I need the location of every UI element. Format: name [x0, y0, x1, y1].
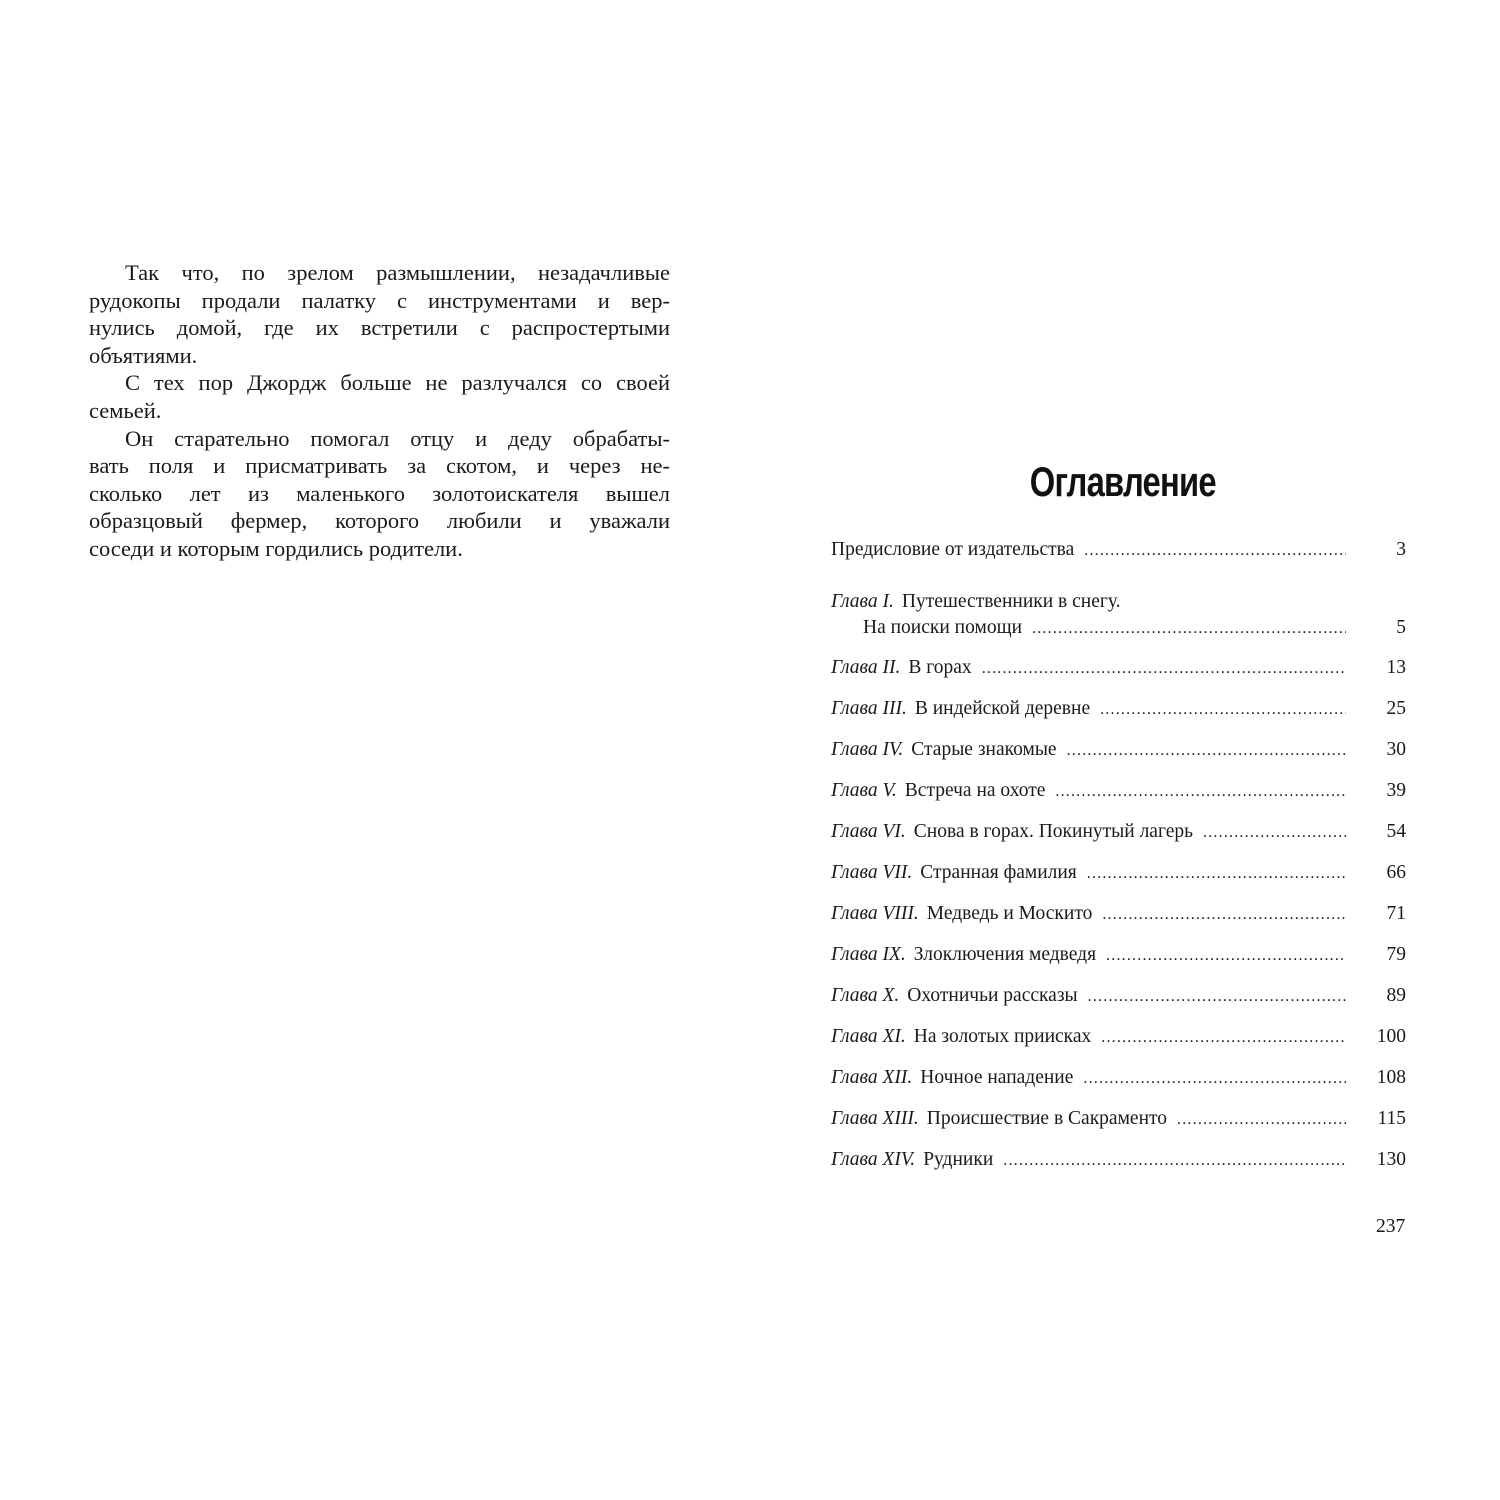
toc-page-number: 13 — [1386, 657, 1406, 678]
text-line: объятиями. — [89, 342, 198, 368]
toc-entry-chapter-2[interactable] — [831, 655, 1406, 681]
text-line: Он старательно помогал отцу и деду обрабаты- — [125, 425, 670, 451]
toc-chapter-number: Глава XII. — [831, 1067, 913, 1088]
toc-entry-chapter-7[interactable] — [831, 860, 1406, 886]
toc-chapter-number: Глава VI. — [831, 821, 906, 842]
toc-entry-chapter-10[interactable] — [831, 983, 1406, 1009]
toc-entry-chapter-5[interactable] — [831, 778, 1406, 804]
toc-entry-chapter-9[interactable] — [831, 942, 1406, 968]
text-line: С тех пор Джордж больше не разлучался со своей — [125, 370, 670, 396]
toc-entry-title: В индейской деревне — [914, 698, 1091, 719]
toc-chapter-number: Глава III. — [831, 698, 907, 719]
dot-leader — [982, 656, 1346, 682]
toc-chapter-number: Глава II. — [831, 657, 901, 678]
dot-leader — [1084, 538, 1346, 564]
toc-page-number: 115 — [1377, 1108, 1406, 1129]
toc-entry-chapter-4[interactable] — [831, 737, 1406, 763]
toc-entry-title-cont: На поиски помощи — [863, 617, 1023, 638]
toc-page-number: 30 — [1386, 739, 1406, 760]
dot-leader — [1177, 1107, 1346, 1133]
text-line: образцовый фермер, которого любили и уважали — [89, 508, 670, 534]
dot-leader — [1003, 1148, 1346, 1174]
toc-page-number: 89 — [1386, 985, 1406, 1006]
dot-leader — [1100, 697, 1346, 723]
dot-leader — [1101, 1025, 1346, 1051]
toc-entry-title: Путешественники в снегу. — [901, 591, 1121, 612]
toc-chapter-number: Глава XIV. — [831, 1149, 916, 1170]
toc-page-number: 25 — [1386, 698, 1406, 719]
toc-chapter-number: Глава XI. — [831, 1026, 906, 1047]
toc-entry-title: Старые знакомые — [911, 739, 1057, 760]
toc-chapter-number: Глава VII. — [831, 862, 913, 883]
toc-page-number: 39 — [1386, 780, 1406, 801]
text-line: Так что, по зрелом размышлении, незадачливые — [125, 260, 670, 285]
toc-entry-title: Ночное нападение — [920, 1067, 1074, 1088]
toc-entry-title: Рудники — [923, 1149, 994, 1170]
toc-title: Оглавление — [1029, 458, 1216, 505]
text-line: сколько лет из маленького золотоискателя вышел — [89, 480, 670, 506]
toc-chapter-number: Глава X. — [831, 985, 900, 1006]
toc-chapter-number: Глава IX. — [831, 944, 906, 965]
text-line: вать поля и присматривать за скотом, и через не- — [89, 453, 670, 479]
dot-leader — [1083, 1066, 1346, 1092]
toc-page-number: 71 — [1386, 903, 1406, 924]
toc-entry-chapter-1[interactable] — [831, 589, 1406, 641]
toc-chapter-number: Глава VIII. — [831, 903, 919, 924]
toc-page-number: 54 — [1386, 821, 1406, 842]
toc-entry-chapter-13[interactable] — [831, 1106, 1406, 1132]
dot-leader — [1087, 861, 1346, 887]
toc-page-number: 100 — [1376, 1026, 1406, 1047]
text-line: рудокопы продали палатку с инструментами и вер- — [89, 287, 670, 313]
toc-entry-title: Охотничьи рассказы — [907, 985, 1078, 1006]
toc-chapter-number: Глава IV. — [831, 739, 904, 760]
toc-entry-title: Странная фамилия — [920, 862, 1077, 883]
text-line: семьей. — [89, 397, 162, 423]
toc-page-number: 66 — [1386, 862, 1406, 883]
toc-entry-title: Происшествие в Сакраменто — [926, 1108, 1168, 1129]
dot-leader — [1102, 902, 1346, 928]
toc-entry-chapter-3[interactable] — [831, 696, 1406, 722]
toc-chapter-number: Глава V. — [831, 780, 897, 801]
toc-entry-chapter-8[interactable] — [831, 901, 1406, 927]
toc-chapter-number: Глава I. — [831, 591, 894, 612]
body-text — [89, 259, 670, 563]
dot-leader — [1032, 616, 1346, 642]
toc-entry-chapter-12[interactable] — [831, 1065, 1406, 1091]
right-page — [750, 0, 1500, 1500]
toc-entry-title: Снова в горах. Покинутый лагерь — [913, 821, 1194, 842]
toc-chapter-number: Глава XIII. — [831, 1108, 919, 1129]
dot-leader — [1106, 943, 1346, 969]
toc-entry-title: В горах — [908, 657, 972, 678]
page-number: 237 — [1376, 1216, 1406, 1237]
toc-entry-title: Предисловие от издательства — [831, 539, 1075, 560]
toc-entry-chapter-14[interactable] — [831, 1147, 1406, 1173]
toc-page-number: 130 — [1376, 1149, 1406, 1170]
dot-leader — [1055, 779, 1346, 805]
toc-page-number: 108 — [1376, 1067, 1406, 1088]
toc-entry-title: Встреча на охоте — [904, 780, 1046, 801]
text-line: соседи и которым гордились родители. — [89, 535, 463, 561]
toc-entry-title: Злоключения медведя — [913, 944, 1097, 965]
toc-entry-chapter-6[interactable] — [831, 819, 1406, 845]
dot-leader — [1067, 738, 1346, 764]
dot-leader — [1203, 820, 1346, 846]
toc-page-number: 3 — [1396, 539, 1406, 560]
toc-entry-preface[interactable] — [831, 537, 1406, 563]
toc-page-number: 5 — [1396, 617, 1406, 638]
dot-leader — [1088, 984, 1346, 1010]
toc-page-number: 79 — [1386, 944, 1406, 965]
toc-entry-chapter-11[interactable] — [831, 1024, 1406, 1050]
toc-entry-title: На золотых приисках — [913, 1026, 1092, 1047]
toc-entry-title: Медведь и Москито — [926, 903, 1093, 924]
text-line: нулись домой, где их встретили с распростертыми — [89, 315, 670, 341]
